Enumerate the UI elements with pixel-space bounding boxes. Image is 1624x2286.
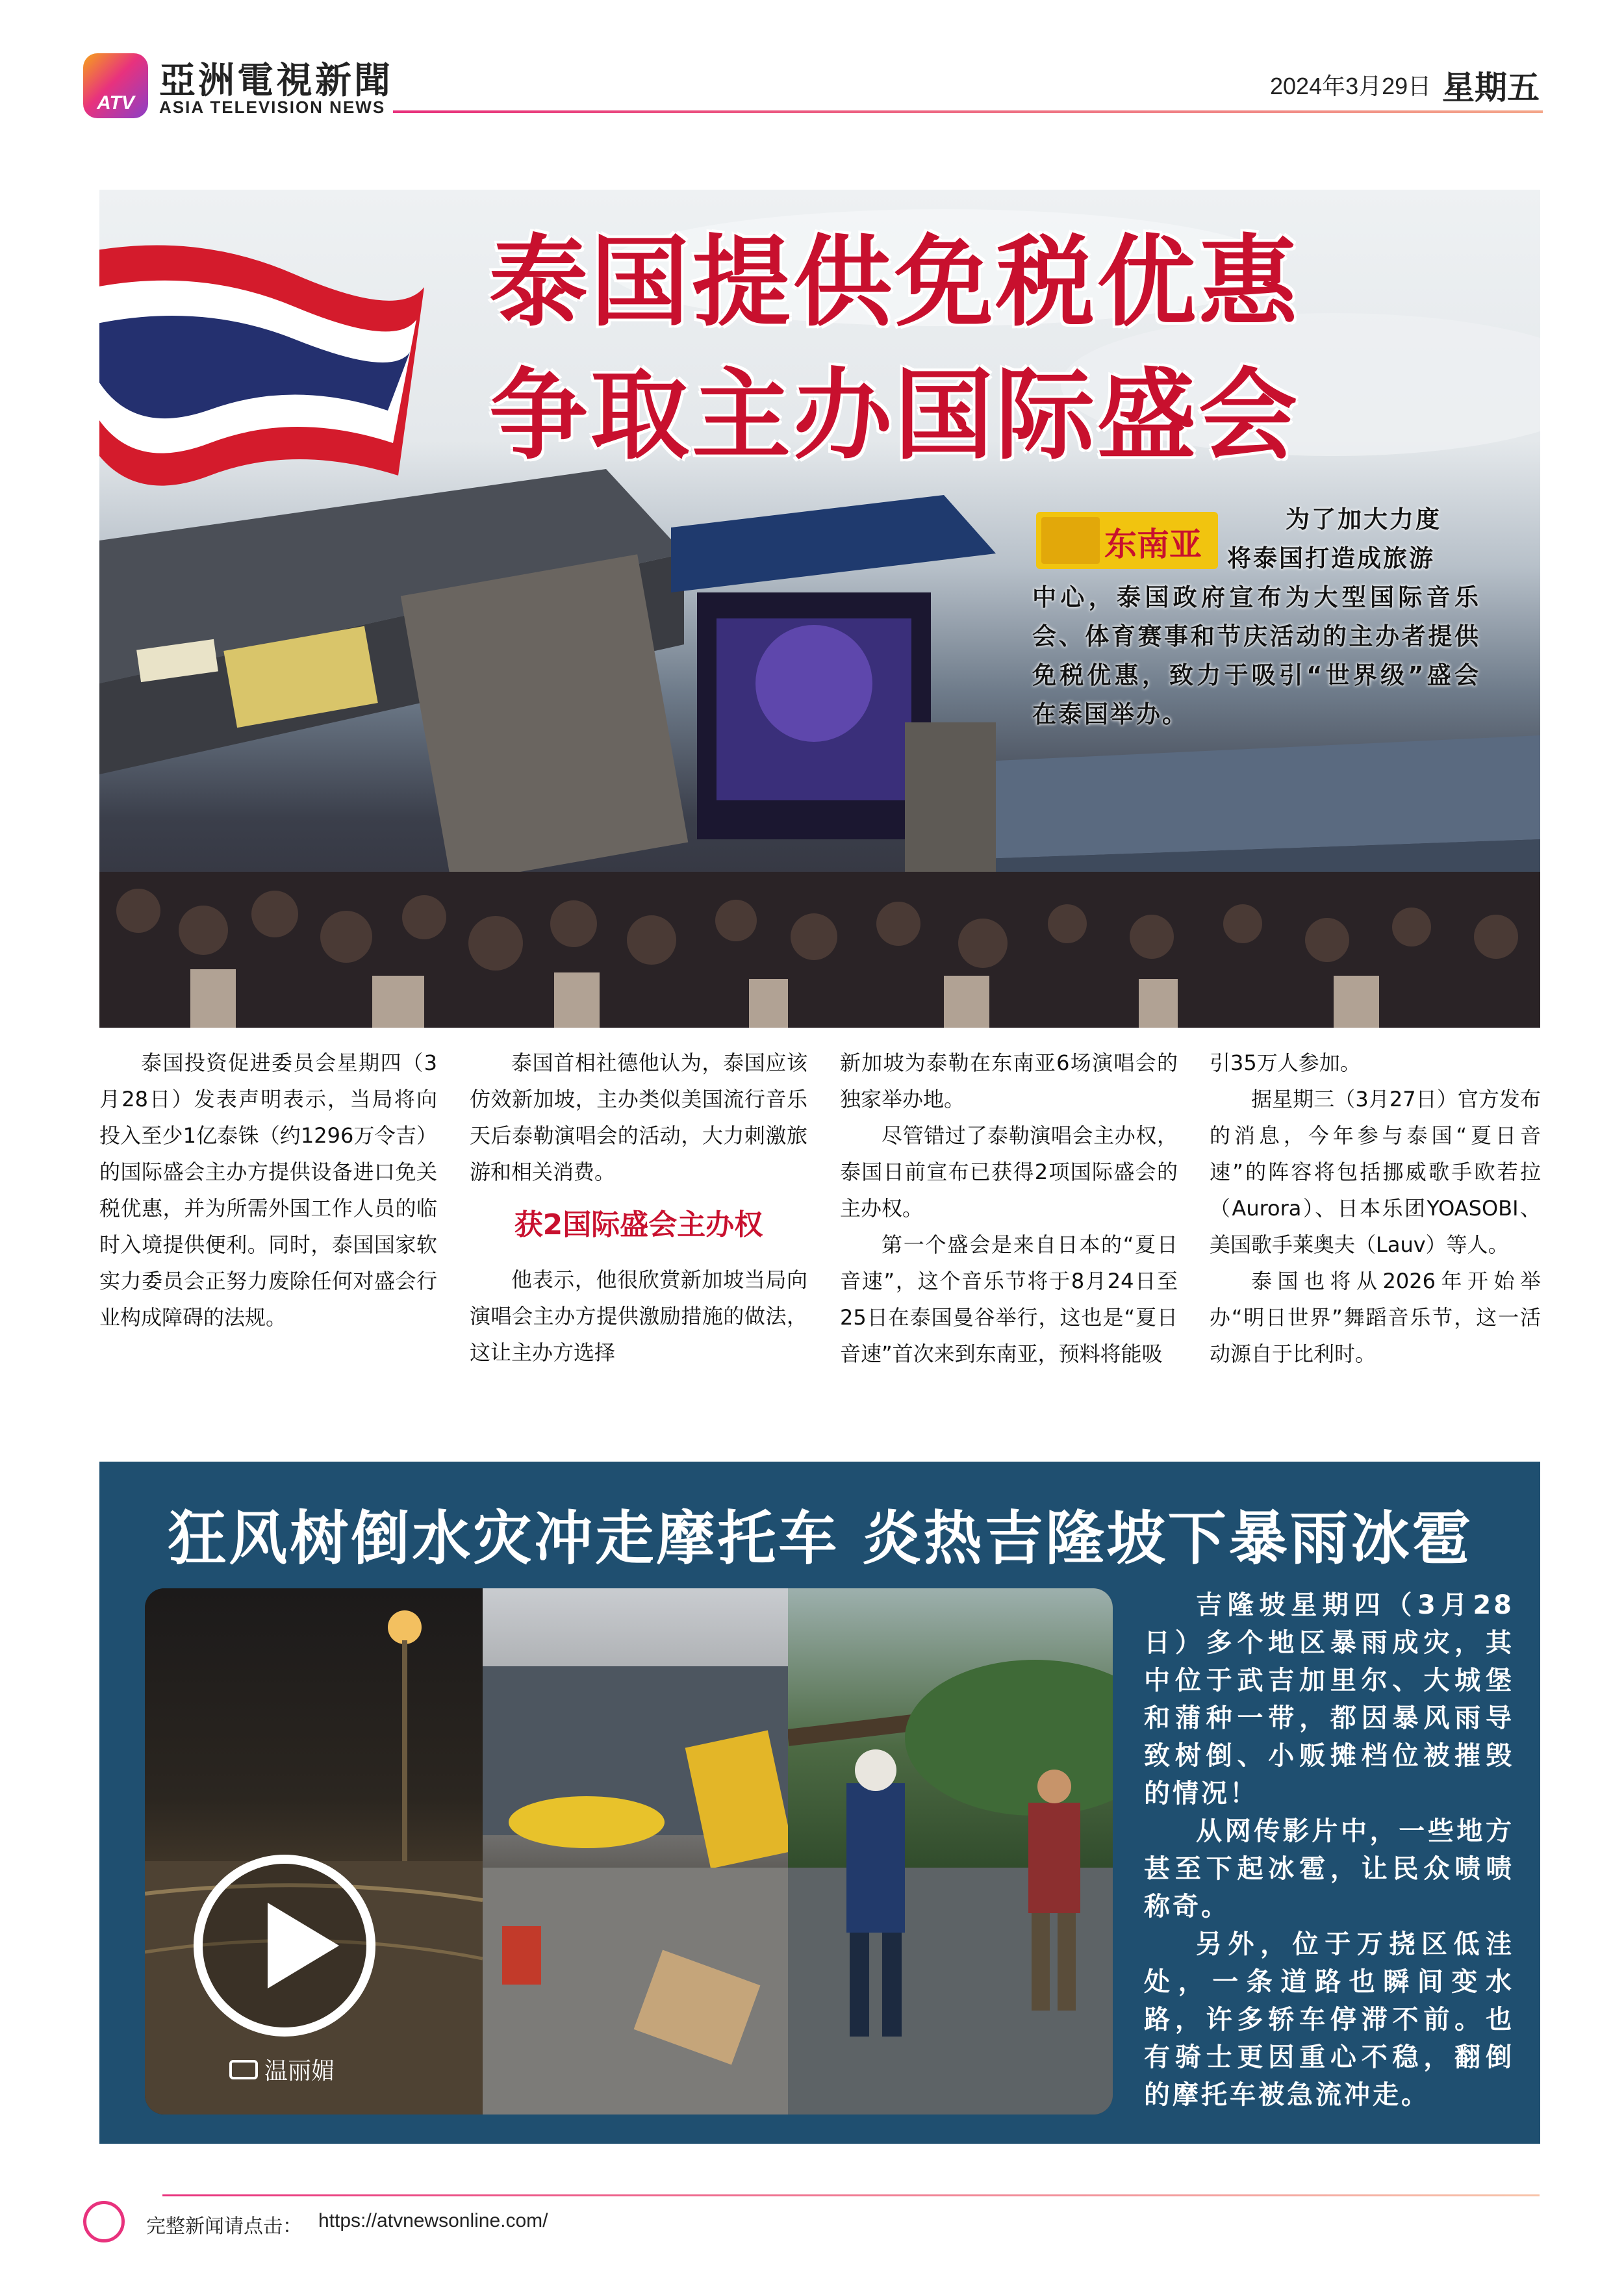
globe-icon [83, 2201, 125, 2242]
article-column-1 [99, 1045, 437, 1336]
paragraph: 他表示，他很欣赏新加坡当局向演唱会主办方提供激励措施的做法，这让主办方选择 [470, 1267, 807, 1365]
atv-logo [83, 53, 148, 118]
hero-intro [1032, 500, 1480, 734]
video-credit-name: 温丽媚 [264, 2058, 335, 2085]
footer-link[interactable]: https://atvnewsonline.com/ [318, 2210, 548, 2231]
subheading: 获2国际盛会主办权 [514, 1208, 763, 1241]
thailand-flag-icon [99, 229, 424, 502]
headline-line-1: 泰国提供免税优惠 [489, 225, 1300, 340]
flooded-road-illustration [145, 1588, 483, 2115]
region-tag-label: 东南亚 [1104, 526, 1202, 563]
video-thumbnail[interactable] [145, 1588, 1113, 2115]
intro-line-1: 为了加大力度 [1286, 505, 1441, 533]
article-column-3 [840, 1045, 1178, 1372]
play-icon [268, 1903, 339, 1988]
header-divider [393, 110, 1543, 113]
paragraph: 从网传影片中，一些地方甚至下起冰雹，让民众啧啧称奇。 [1144, 1816, 1514, 1922]
page-header [0, 0, 1624, 123]
logo-text: ATV [97, 92, 134, 114]
article-column-4 [1210, 1045, 1541, 1372]
headline-line-2: 争取主办国际盛会 [489, 358, 1300, 473]
flooded-road-photo [145, 1588, 483, 2115]
intro-body: 中心，泰国政府宣布为大型国际音乐会、体育赛事和节庆活动的主办者提供免税优惠，致力于吸引“世界级”盛会在泰国举办。 [1032, 583, 1480, 728]
storm-story-block [99, 1462, 1540, 2144]
paragraph: 泰国也将从2026年开始举办“明日世界”舞蹈音乐节，这一活动源自于比利时。 [1210, 1269, 1541, 1366]
issue-date: 2024年3月29日 [1270, 73, 1432, 99]
paragraph: 引35万人参加。 [1210, 1050, 1361, 1075]
storm-story-headline: 狂风树倒水灾冲走摩托车 炎热吉隆坡下暴雨冰雹 [168, 1505, 1473, 1573]
paragraph: 据星期三（3月27日）官方发布的消息，今年参与泰国“夏日音速”的阵容将包括挪威歌手欧若拉（Aurora）、日本乐团YOASOBI、美国歌手莱奥夫（Lauv）等人。 [1210, 1087, 1541, 1257]
paragraph: 新加坡为泰勒在东南亚6场演唱会的独家举办地。 [840, 1050, 1178, 1111]
paragraph: 第一个盛会是来自日本的“夏日音速”，这个音乐节将于8月24日至25日在泰国曼谷举行，这也是“夏日音速”首次来到东南亚，预料将能吸 [840, 1232, 1178, 1366]
article-column-2 [470, 1045, 807, 1371]
fallen-tree-photo [788, 1588, 1113, 2115]
play-button[interactable] [194, 1855, 375, 2037]
headline [489, 216, 1300, 482]
fallen-tree-illustration [788, 1588, 1113, 2115]
issue-weekday: 星期五 [1442, 69, 1540, 107]
intro-line-2: 将泰国打造成旅游 [1227, 544, 1435, 572]
paragraph: 吉隆坡星期四（3月28日）多个地区暴雨成灾，其中位于武吉加里尔、大城堡和蒲种一带，都因暴风雨导致树倒、小贩摊档位被摧毁的情况！ [1144, 1590, 1514, 1809]
footer-label: 完整新闻请点击： [146, 2215, 302, 2238]
brand-name-english: ASIA TELEVISION NEWS [159, 97, 386, 117]
paragraph: 泰国投资促进委员会星期四（3月28日）发表声明表示，当局将向投入至少1亿泰铢（约1296万令吉）的国际盛会主办方提供设备进口免关税优惠，并为所需外国工作人员的临时入境提供便利。同时，泰国国家软实力委员会正努力废除任何对盛会行业构成障碍的法规。 [99, 1050, 437, 1330]
footer-divider [162, 2194, 1540, 2196]
camera-icon [229, 2060, 258, 2079]
video-credit [229, 2053, 335, 2086]
destroyed-stalls-photo [483, 1588, 788, 2115]
hero-image [99, 190, 1540, 1028]
paragraph: 另外，位于万挠区低洼处，一条道路也瞬间变水路，许多轿车停滞不前。也有骑士更因重心不稳，翻倒的摩托车被急流冲走。 [1144, 1929, 1514, 2110]
destroyed-stalls-illustration [483, 1588, 788, 2115]
brand-name-chinese: 亞洲電視新聞 [159, 59, 393, 102]
paragraph: 尽管错过了泰勒演唱会主办权，泰国日前宣布已获得2项国际盛会的主办权。 [840, 1123, 1178, 1221]
paragraph: 泰国首相社德他认为，泰国应该仿效新加坡，主办类似美国流行音乐天后泰勒演唱会的活动，大力刺激旅游和相关消费。 [470, 1050, 807, 1184]
storm-story-text [1144, 1586, 1514, 2114]
